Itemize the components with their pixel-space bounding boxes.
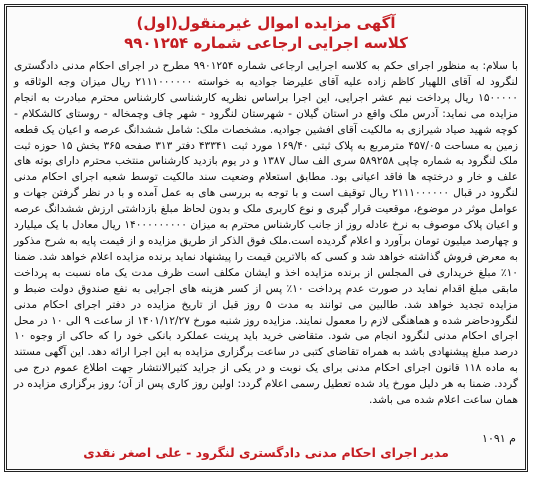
notice-case-number: کلاسه اجرایی ارجاعی شماره ۹۹۰۱۲۵۴: [124, 34, 408, 52]
notice-reference: م ۱۰۹۱: [482, 432, 516, 445]
notice-body: با سلام: به منظور اجرای حکم به کلاسه اجرایی ارجاعی شماره ۹۹۰۱۲۵۴ مطرح در اجرای احکام مدنی دادگستری لنگرود له آقای اللهیار کاظم زاده علیه آقای علیرضا جوادیه به خواسته ۲۱۱۱۰۰۰۰۰۰ ریال میزان وجه الوثاقه و ۱۵۰۰۰۰۰ ریال پرداخت نیم عشر اجرایی، این اجرا براساس نظریه کارشناسی کارشناس محترم مبادرت به انجام مزایده می نماید: آدرس ملک واقع در استان گیلان - شهرستان لنگرود - شهر چاف وچمخاله - روستای کالشکلام - کوچه شهید صیاد شیرازی به مالکیت آقای افشین جوادیه. مشخصات ملک: شامل ششدانگ عرصه و اعیان یک قطعه زمین به مساحت ۴۵۷/۰۵ مترمربع به پلاک ثبتی ۱۶۹/۴۰ مورد ثبت ۴۳۳۴۱ دفتر ۳۱۳ صفحه ۳۶۵ بخش ۱۵ حوزه ثبت ملک لنگرود به شماره چاپی ۵۸۹۲۵۸ سری الف سال ۱۳۸۷ و در یوم بازدید کارشناس منتخب محترم دارای بوته های علف و خار و درختچه ها فاقد اعیانی بود. مطابق استعلام وضعیت سند مالکیت توسط شعبه اجرای احکام مدنی لنگرود در قبال ۲۱۱۱۰۰۰۰۰۰ ریال توقیف است و با توجه به بررسی های به عمل آمده و با در نظر گرفتن جهات و عوامل موثر در موضوع، موقعیت قرار گیری و نوع کاربری ملک و بدون لحاظ مبلغ بازداشتی ارزش ششدانگ عرصه و اعیان پلاک موصوف به نرخ عادله روز از جانب کارشناس محترم به میزان ۱۴۰۰۰۰۰۰۰۰۰ ریال معادل با یک میلیارد و چهارصد میلیون تومان برآورد و اعلام گردیده است.ملک فوق الذکر از طریق مزایده و از قیمت پایه به شرح مذکور به معرض فروش گذاشته خواهد شد و کسی که بالاترین قیمت را پیشنهاد نماید برنده مزایده اعلام خواهد شد. ضمنا ۱۰٪ مبلغ خریداری فی المجلس از برنده مزایده اخذ و ایشان مکلف است ظرف مدت یک ماه نسبت به پرداخت مابقی مبلغ اقدام نماید در صورت عدم پرداخت ۱۰٪ پس از کسر هزینه های اجرایی به نفع صندوق دولت ضبط و مزایده تجدید خواهد شد. طالبین می توانند به مدت ۵ روز قبل از تاریخ مزایده در دفتر اجرای احکام مدنی لنگرودحاضر شده و هماهنگی لازم را معمول نمایند. مزایده روز شنبه مورخ ۱۴۰۱/۱۲/۲۷ از ساعت ۹ الی ۱۰ در محل اجرای احکام مدنی لنگرود انجام می شود. متقاضی خرید باید پرینت عملکرد بانکی خود را که حاکی از وجوه ۱۰ درصد مبلغ پیشنهادی باشد به همراه تقاضای کتبی در ساعت برگزاری مزایده به این اجرا ارائه دهد. این آگهی مستند به ماده ۱۱۸ قانون اجرای احکام مدنی برای یک نوبت و در یکی از جراید کثیرالانتشار جهت اطلاع عموم درج می گردد. ضمنا به هر دلیل مورخ یاد شده تعطیل رسمی اعلام گردد: اولین روز کاری پس از آن؛ روز برگزاری مزایده در همان ساعت اعلام شده می باشد.: [14, 60, 519, 407]
notice-title: آگهی مزایده اموال غیرمنقول(اول): [136, 14, 396, 32]
auction-notice: [4, 4, 528, 472]
notice-signature: مدیر اجرای احکام مدنی دادگستری لنگرود - علی اصغر نقدی: [83, 445, 449, 460]
notice-header: [7, 7, 525, 59]
